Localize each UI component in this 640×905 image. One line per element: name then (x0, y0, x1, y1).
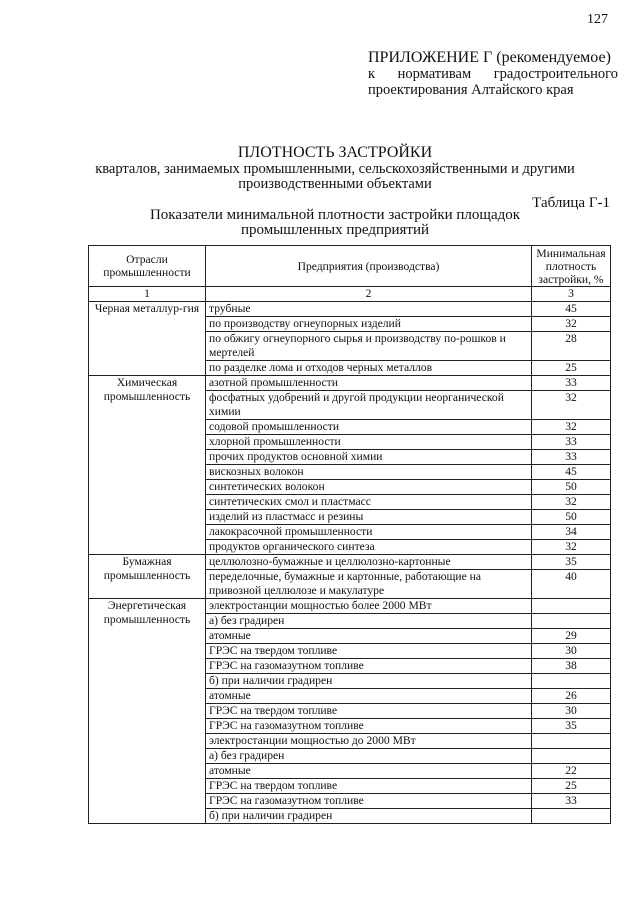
density-value-cell: 50 (532, 510, 611, 525)
enterprise-cell: синтетических волокон (206, 480, 532, 495)
density-value-cell (532, 599, 611, 614)
enterprise-cell: электростанции мощностью более 2000 МВт (206, 599, 532, 614)
header-density: Минимальная плотность застройки, % (532, 246, 611, 287)
density-table (88, 245, 611, 824)
enterprise-cell: а) без градирен (206, 749, 532, 764)
subtitle-line: производственными объектами (238, 176, 432, 192)
enterprise-cell: ГРЭС на твердом топливе (206, 644, 532, 659)
enterprise-cell: переделочные, бумажные и картонные, работающие на привозной целлюлозе и макулатуре (206, 570, 532, 599)
subtitle-line: кварталов, занимаемых промышленными, сельскохозяйственными и другими (95, 161, 575, 177)
enterprise-cell: электростанции мощностью до 2000 МВт (206, 734, 532, 749)
enterprise-cell: изделий из пластмасс и резины (206, 510, 532, 525)
industry-cell: Черная металлур-гия (89, 302, 206, 376)
appendix-title: ПРИЛОЖЕНИЕ Г (рекомендуемое) (368, 49, 611, 66)
industry-cell: Энергетическая промышленность (89, 599, 206, 824)
density-value-cell: 25 (532, 779, 611, 794)
table-title-line: промышленных предприятий (240, 222, 430, 238)
density-value-cell: 32 (532, 317, 611, 332)
appendix-subtitle-line: к нормативам градостроительного (368, 66, 618, 82)
enterprise-cell: азотной промышленности (206, 376, 532, 391)
document-title: ПЛОТНОСТЬ ЗАСТРОЙКИ (237, 144, 433, 161)
density-value-cell: 33 (532, 376, 611, 391)
density-value-cell: 45 (532, 465, 611, 480)
table-label: Таблица Г-1 (532, 195, 610, 211)
enterprise-cell: содовой промышленности (206, 420, 532, 435)
industry-cell: Химическая промышленность (89, 376, 206, 555)
enterprise-cell: фосфатных удобрений и другой продукции неорганической химии (206, 391, 532, 420)
density-value-cell (532, 674, 611, 689)
enterprise-cell: б) при наличии градирен (206, 809, 532, 824)
density-value-cell: 28 (532, 332, 611, 361)
page-number: 127 (587, 12, 608, 27)
density-value-cell: 32 (532, 495, 611, 510)
enterprise-cell: атомные (206, 689, 532, 704)
enterprise-cell: трубные (206, 302, 532, 317)
density-value-cell (532, 749, 611, 764)
enterprise-cell: ГРЭС на газомазутном топливе (206, 794, 532, 809)
density-value-cell: 34 (532, 525, 611, 540)
enterprise-cell: лакокрасочной промышленности (206, 525, 532, 540)
enterprise-cell: вискозных волокон (206, 465, 532, 480)
enterprise-cell: продуктов органического синтеза (206, 540, 532, 555)
density-value-cell: 50 (532, 480, 611, 495)
density-value-cell: 40 (532, 570, 611, 599)
density-value-cell: 32 (532, 540, 611, 555)
table-row (89, 376, 611, 391)
table-row (89, 302, 611, 317)
enterprise-cell: по обжигу огнеупорного сырья и производству по-рошков и мертелей (206, 332, 532, 361)
industry-cell: Бумажная промышленность (89, 555, 206, 599)
col-number: 1 (89, 287, 206, 302)
density-value-cell (532, 614, 611, 629)
enterprise-cell: а) без градирен (206, 614, 532, 629)
col-number: 3 (532, 287, 611, 302)
density-value-cell (532, 734, 611, 749)
column-number-row (89, 287, 611, 302)
enterprise-cell: синтетических смол и пластмасс (206, 495, 532, 510)
table-row (89, 555, 611, 570)
enterprise-cell: по разделке лома и отходов черных металлов (206, 361, 532, 376)
density-value-cell: 45 (532, 302, 611, 317)
density-value-cell: 26 (532, 689, 611, 704)
density-value-cell: 35 (532, 719, 611, 734)
enterprise-cell: атомные (206, 764, 532, 779)
enterprise-cell: прочих продуктов основной химии (206, 450, 532, 465)
density-value-cell: 29 (532, 629, 611, 644)
enterprise-cell: ГРЭС на газомазутном топливе (206, 719, 532, 734)
density-value-cell: 33 (532, 435, 611, 450)
density-value-cell (532, 809, 611, 824)
enterprise-cell: ГРЭС на газомазутном топливе (206, 659, 532, 674)
density-value-cell: 25 (532, 361, 611, 376)
enterprise-cell: по производству огнеупорных изделий (206, 317, 532, 332)
enterprise-cell: ГРЭС на твердом топливе (206, 779, 532, 794)
header-industry: Отрасли промышленности (89, 246, 206, 287)
table-header-row (89, 246, 611, 287)
header-enterprise: Предприятия (производства) (206, 246, 532, 287)
appendix-header (368, 50, 618, 98)
density-value-cell: 38 (532, 659, 611, 674)
enterprise-cell: б) при наличии градирен (206, 674, 532, 689)
appendix-subtitle-line: проектирования Алтайского края (368, 82, 574, 98)
enterprise-cell: атомные (206, 629, 532, 644)
density-value-cell: 35 (532, 555, 611, 570)
density-value-cell: 30 (532, 644, 611, 659)
document-subtitle (60, 162, 610, 192)
enterprise-cell: целлюлозно-бумажные и целлюлозно-картонные (206, 555, 532, 570)
table-title-line: Показатели минимальной плотности застройки площадок (149, 207, 521, 223)
density-value-cell: 22 (532, 764, 611, 779)
table-title (60, 208, 610, 238)
table-row (89, 599, 611, 614)
density-value-cell: 32 (532, 391, 611, 420)
enterprise-cell: хлорной промышленности (206, 435, 532, 450)
enterprise-cell: ГРЭС на твердом топливе (206, 704, 532, 719)
density-value-cell: 30 (532, 704, 611, 719)
density-value-cell: 33 (532, 450, 611, 465)
density-value-cell: 33 (532, 794, 611, 809)
col-number: 2 (206, 287, 532, 302)
density-value-cell: 32 (532, 420, 611, 435)
